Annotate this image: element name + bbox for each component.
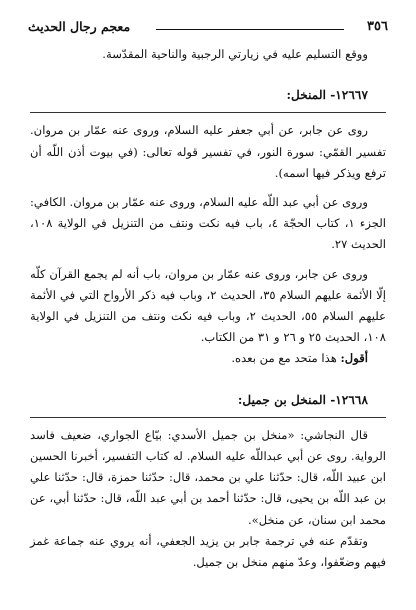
page-body — [30, 44, 386, 573]
entry1-paragraph-2: وروى عن أبي عبد اللّه عليه السلام، وروى عنه عمّار بن مروان. الكافي: الجزء ١، كتاب الحجّة ٤، باب فيه نكت ونتف من التنزيل في الولاية ١٠٨، الحديث ٢٧. — [30, 195, 386, 252]
spacer — [30, 65, 386, 85]
note-label: أقول: — [340, 351, 368, 366]
spacer — [30, 370, 386, 390]
intro-paragraph: ووقع التسليم عليه في زيارتي الرجبية والناحية المقدّسة. — [102, 47, 368, 61]
entry-heading-12667: ١٢٦٦٧- المنخل: — [286, 88, 368, 103]
spacer — [30, 184, 386, 192]
entry-divider — [30, 417, 386, 418]
entry2-paragraph-2: وتقدّم عنه في ترجمة جابر بن يزيد الجعفي، أنه يروي عنه جماعة غمز فيهم وضعّفوا، وعدّ منهم منخل بن جميل. — [30, 533, 386, 570]
page-header — [28, 16, 388, 38]
spacer — [30, 256, 386, 264]
page-number: ٣٥٦ — [367, 19, 388, 34]
entry-divider — [30, 112, 386, 113]
entry-heading-12668: ١٢٦٦٨- المنخل بن جميل: — [237, 392, 368, 407]
entry2-paragraph-1: قال النجاشي: «منخل بن جميل الأسدي: بيّاع الجواري، ضعيف فاسد الرواية. روى عن أبي عبداللّه عليه السلام. له كتاب التفسير، أخبرنا الحسين ابن عبيد اللّه، قال: حدّثنا علي بن محمد، قال: حدّثنا حمزة، قال: حدّثنا علي بن عبد اللّه بن يحيى، قال: حدّثنا أحمد بن أبي عبد اللّه، قال: حدّثنا أبي، عن محمد ابن سنان، عن منخل». — [30, 427, 386, 527]
entry1-paragraph-3: وروى عن جابر، وروى عنه عمّار بن مروان، باب أنه لم يجمع القرآن كلّه إلّا الأئمة عليهم السلام ٣٥، الحديث ٢، وباب فيه ذكر الأرواح التي في الأئمة عليهم السلام ٥٥، الحديث ٢، وباب فيه نكت ونتف من التنزيل في الولاية ١٠٨، الحديث ٢٥ و ٢٦ و ٣١ من الكتاب. — [30, 266, 387, 345]
note-text: هذا متحد مع من بعده. — [231, 351, 341, 366]
entry1-note — [30, 348, 386, 369]
header-rule — [156, 29, 344, 30]
book-title: معجم رجال الحديث — [28, 19, 131, 34]
entry1-paragraph-1: روى عن جابر، عن أبي جعفر عليه السلام، وروى عنه عمّار بن مروان. تفسير القمّي: سورة النور، في تفسير قوله تعالى: (في بيوت أذن اللّه أن ترفع ويذكر فيها اسمه). — [30, 123, 386, 180]
